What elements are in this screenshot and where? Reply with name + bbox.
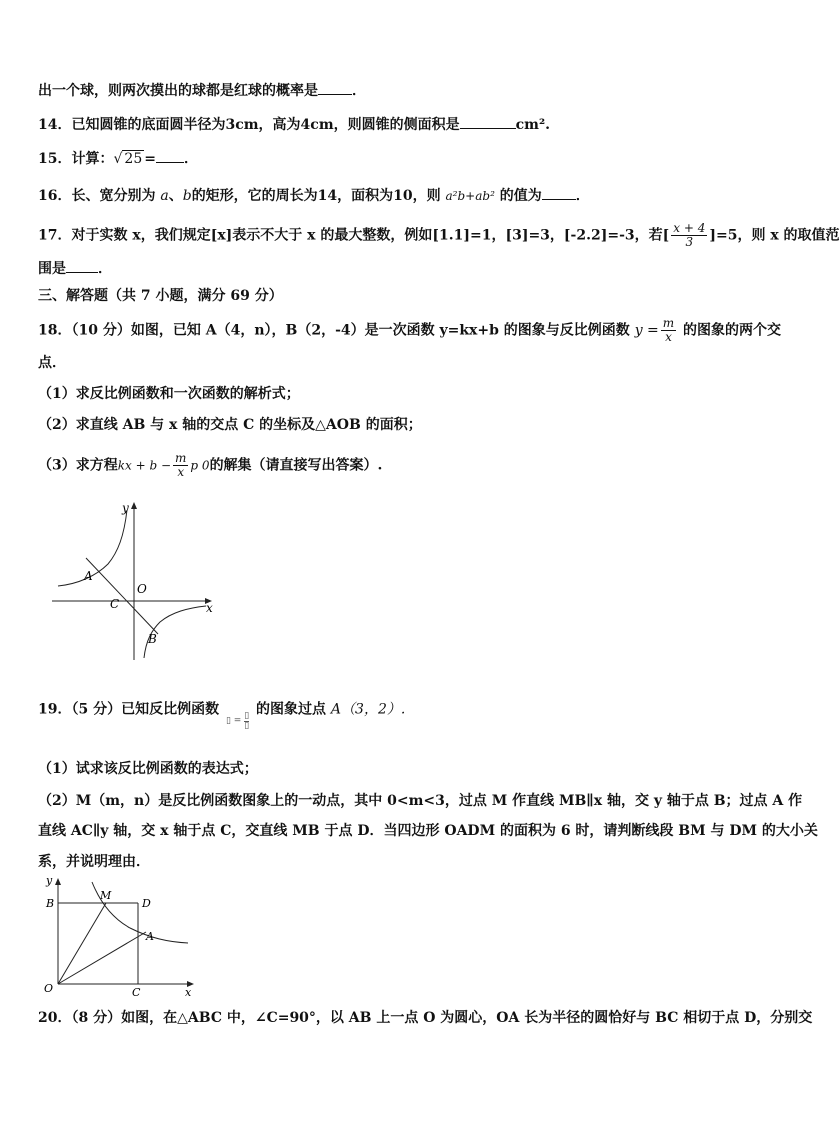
label-a: A [146,930,154,943]
q18-graph-figure [48,500,218,665]
answer-blank [66,272,98,273]
question-17-line-1: 17．对于实数 x，我们规定[x]表示不大于 x 的最大整数，例如[1.1]=1，[3]=3，[-2.2]=-3，若[ $\frac{x + 4}{3}$ ]=5，则 x 的取值范 [38,221,840,249]
fraction: $\frac{m}{x}$ [175,451,187,479]
question-16: 16．长、宽分别为 a、b的矩形，它的周长为14，面积为10，则 a²b+ab² 的值为 ． [38,188,590,204]
label-x: x [206,601,213,615]
question-20-line-1: 20．（8 分）如图，在△ABC 中，∠C=90°，以 AB 上一点 O 为圆心，OA 长为半径的圆恰好与 BC 相切于点 D，分别交 [38,1010,813,1026]
question-19-part-2-line-2: 直线 AC∥y 轴，交 x 轴于点 C，交直线 MB 于点 D．当四边形 OADM 的面积为 6 时，请判断线段 BM 与 DM 的大小关 [38,823,818,839]
label-x: x [185,986,192,999]
question-19-part-2-line-3: 系，并说明理由． [38,854,150,870]
label-c: C [110,597,120,611]
label-b: B [148,632,157,646]
fraction: $\frac{m}{x}$ [662,316,675,344]
label-d: D [142,897,151,910]
y-axis-arrow [131,502,137,509]
question-19-line-1: 19．（5 分）已知反比例函数 ▯ = ▯ ▯ 的图象过点 A（3，2）. [38,701,406,731]
function-formula-placeholder: ▯ = ▯ ▯ [225,711,250,731]
label-a: A [84,569,93,583]
question-18-line-1: 18．（10 分）如图，已知 A（4，n），B（2，-4）是一次函数 y=kx+b 的图象与反比例函数 y = $\frac{m}{x}$ 的图象的两个交 [38,316,782,344]
y-axis-arrow [55,878,61,885]
line-ab [86,558,158,634]
label-m: M [100,889,112,902]
question-18-line-2: 点． [38,355,66,371]
answer-blank [318,94,352,95]
answer-blank [542,199,576,200]
question-19-part-2-line-1: （2）M（m，n）是反比例函数图象上的一动点，其中 0<m<3，过点 M 作直线 MB∥x 轴，交 y 轴于点 B；过点 A 作 [38,793,803,809]
question-14: 14．已知圆锥的底面圆半径为3cm，高为4cm，则圆锥的侧面积是 cm². [38,117,550,133]
label-o: O [137,582,147,596]
question-19-part-1: （1）试求该反比例函数的表达式； [38,761,258,777]
segment-oa [58,932,146,984]
label-y: y [122,501,129,515]
question-18-part-3: （3）求方程kx + b − $\frac{m}{x}$ p 0的解集（请直接写出答案）. [38,451,383,479]
segment-om [58,903,106,984]
label-y: y [46,874,53,887]
section-heading: 三、解答题（共 7 小题，满分 69 分） [38,288,283,304]
answer-blank [460,128,516,129]
q19-graph-figure [40,872,200,1000]
fraction: $\frac{x + 4}{3}$ [673,221,706,249]
label-o: O [44,982,54,995]
question-18-part-2: （2）求直线 AB 与 x 轴的交点 C 的坐标及△AOB 的面积； [38,417,422,433]
label-c: C [132,986,141,999]
answer-blank [156,162,184,163]
label-b: B [46,897,55,910]
q13-tail: 出一个球，则两次摸出的球都是红球的概率是 ． [38,83,366,99]
question-17-line-2: 围是 ． [38,261,112,277]
question-15: 15．计算：√ 25 = ． [38,151,198,167]
question-18-part-1: （1）求反比例函数和一次函数的解析式； [38,386,300,402]
sqrt-expression: √ 25 [113,151,143,167]
